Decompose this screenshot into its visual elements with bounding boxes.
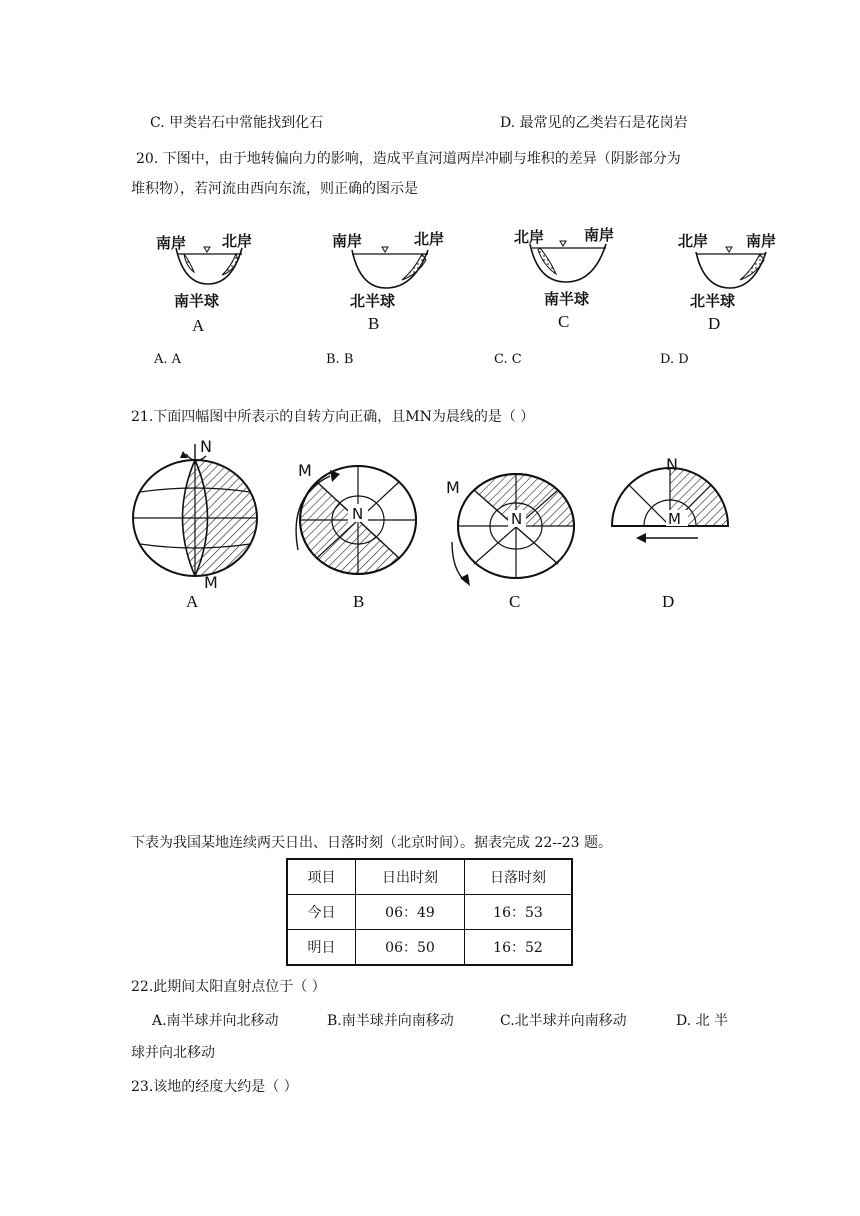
diagram-c-left-bank: 北岸 <box>514 228 545 246</box>
table-intro: 下表为我国某地连续两天日出、日落时刻（北京时间）。据表完成 22--23 题。 <box>131 835 612 851</box>
river-channel-c <box>510 222 640 334</box>
q21-stem: 21.下面四幅图中所表示的自转方向正确，且MN为晨线的是（ ） <box>131 409 535 425</box>
diagram-d-hemisphere: 北半球 <box>690 292 736 310</box>
globe-d-m-label: M <box>668 510 681 528</box>
diagram-d-left-bank: 北岸 <box>678 232 709 250</box>
q19-option-d: D. 最常见的乙类岩石是花岗岩 <box>500 115 688 131</box>
diagram-b-left-bank: 南岸 <box>332 232 363 250</box>
globe-b-n-label: N <box>352 505 364 523</box>
globe-c-caption: C <box>509 592 521 611</box>
q22-option-c: C.北半球并向南移动 <box>500 1013 627 1029</box>
globe-diagram-c <box>444 470 584 590</box>
table-cell: 16：52 <box>465 930 573 966</box>
q20-option-d: D. D <box>660 352 689 367</box>
diagram-a-hemisphere: 南半球 <box>174 292 220 310</box>
q20-option-c: C. C <box>494 352 522 367</box>
globe-b-m-label: M <box>298 461 312 480</box>
globe-d-n-label: N <box>666 456 678 474</box>
globe-a-caption: A <box>186 592 199 611</box>
globe-a-n-label: N <box>200 437 212 456</box>
river-diagram-c <box>510 222 640 334</box>
diagram-a-letter: A <box>192 316 205 335</box>
river-diagram-a <box>150 228 270 338</box>
diagram-a-left-bank: 南岸 <box>156 234 187 252</box>
q22-option-a: A.南半球并向北移动 <box>152 1013 279 1029</box>
diagram-b-hemisphere: 北半球 <box>350 292 396 310</box>
table-header-cell: 日出时刻 <box>356 859 465 895</box>
table-header-cell: 日落时刻 <box>465 859 573 895</box>
table-cell: 今日 <box>287 895 356 930</box>
diagram-b-right-bank: 北岸 <box>414 230 445 248</box>
globe-diagram-b <box>286 456 426 586</box>
globe-diagram-d <box>604 456 734 556</box>
table-cell: 06：50 <box>356 930 465 966</box>
globe-d-caption: D <box>662 592 675 611</box>
globe-c-m-label: M <box>446 478 460 497</box>
q22-option-d: D. 北 半 <box>676 1013 729 1029</box>
globe-b-caption: B <box>353 592 365 611</box>
table-row <box>287 930 572 966</box>
diagram-c-right-bank: 南岸 <box>584 226 615 244</box>
diagram-d-right-bank: 南岸 <box>746 232 777 250</box>
globe-diagram-a <box>128 436 263 591</box>
table-cell: 06：49 <box>356 895 465 930</box>
diagram-b-letter: B <box>368 314 380 333</box>
table-row <box>287 895 572 930</box>
q22-option-d-continued: 球并向北移动 <box>131 1045 215 1061</box>
table-header-row <box>287 859 572 895</box>
sunrise-sunset-table <box>286 858 573 966</box>
river-channel-b <box>328 226 458 336</box>
globe-c-n-label: N <box>511 510 523 528</box>
river-diagram-b <box>328 226 458 336</box>
globe-a-m-label: M <box>204 573 218 591</box>
diagram-c-hemisphere: 南半球 <box>544 290 590 308</box>
q22-stem: 22.此期间太阳直射点位于（ ） <box>131 979 326 995</box>
q23-stem: 23.该地的经度大约是（ ） <box>131 1079 298 1095</box>
river-diagram-d <box>674 226 794 336</box>
q20-option-b: B. B <box>326 352 354 367</box>
table-cell: 16：53 <box>465 895 573 930</box>
q22-option-b: B.南半球并向南移动 <box>327 1013 454 1029</box>
diagram-d-letter: D <box>708 314 721 333</box>
river-channel-d <box>674 226 794 336</box>
diagram-a-right-bank: 北岸 <box>222 232 253 250</box>
q20-stem-line1: 20. 下图中，由于地转偏向力的影响，造成平直河道两岸冲刷与堆积的差异（阴影部分为 <box>136 151 681 167</box>
q19-option-c: C. 甲类岩石中常能找到化石 <box>150 115 324 131</box>
table-cell: 明日 <box>287 930 356 966</box>
river-channel-a <box>150 228 270 338</box>
q20-option-a: A. A <box>154 352 182 367</box>
q20-stem-line2: 堆积物），若河流由西向东流，则正确的图示是 <box>131 181 418 197</box>
table-header-cell: 项目 <box>287 859 356 895</box>
diagram-c-letter: C <box>558 312 570 331</box>
